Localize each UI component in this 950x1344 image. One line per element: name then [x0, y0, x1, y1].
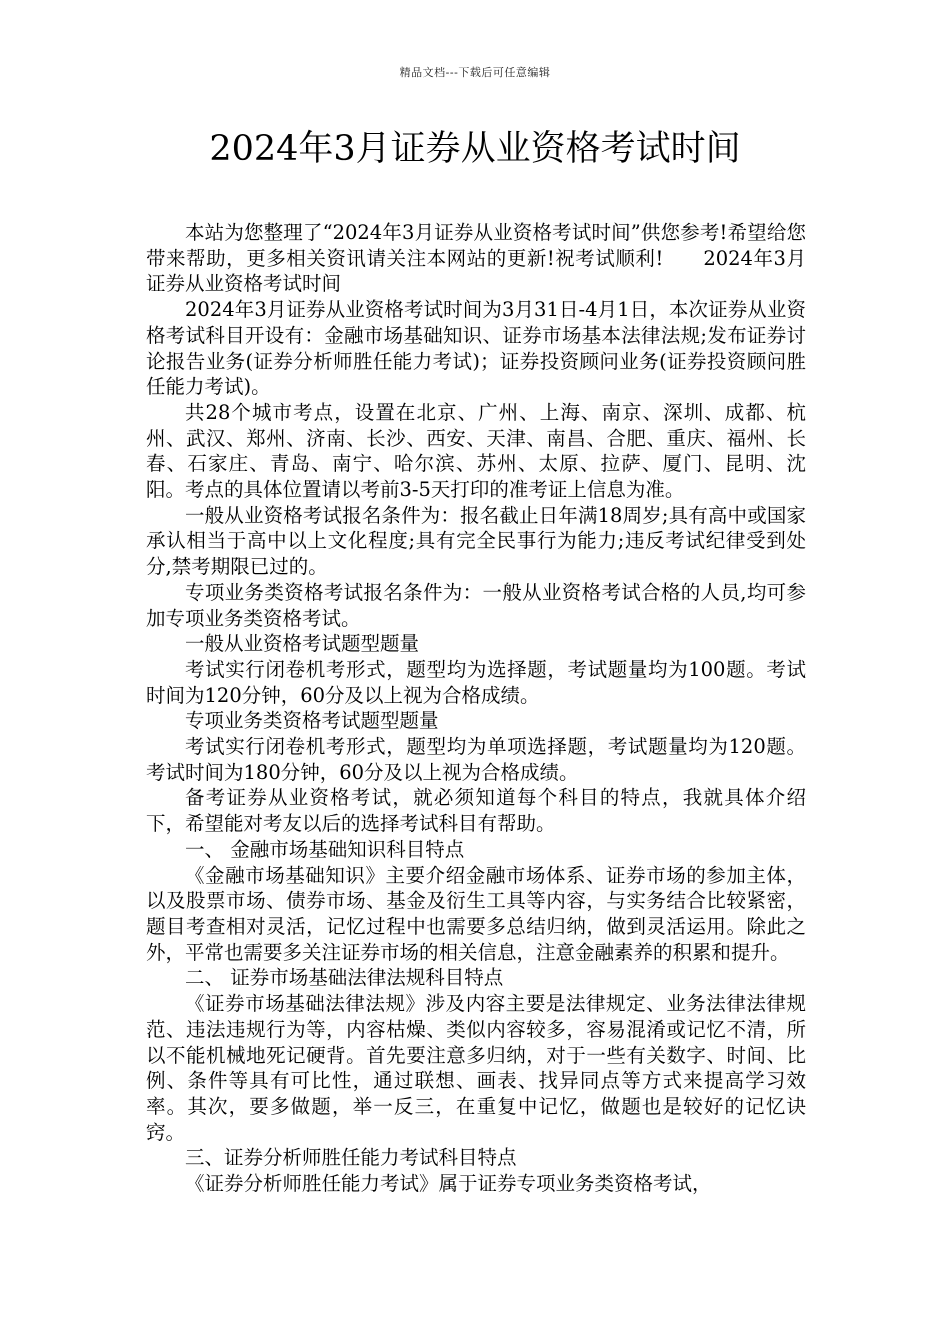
intro-text: 本站为您整理了“2024年3月证券从业资格考试时间”供您参考!希望给您带来帮助，更多相关资讯请关注本网站的更新!祝考试顺利! — [146, 221, 806, 270]
header-note: 精品文档---下载后可任意编辑 — [399, 66, 551, 79]
paragraph-special-conditions: 专项业务类资格考试报名条件为：一般从业资格考试合格的人员,均可参加专项业务类资格考试。 — [146, 580, 806, 630]
paragraph-general-format: 考试实行闭卷机考形式，题型均为选择题，考试题量均为100题。考试时间为120分钟，60分及以上视为合格成绩。 — [146, 657, 806, 707]
intro-title-repeat: 2024年3月证券从业资格考试时间 — [146, 246, 806, 296]
paragraph-subject-3: 《证券分析师胜任能力考试》属于证券专项业务类资格考试， — [185, 1172, 712, 1196]
paragraph-preparation: 备考证券从业资格考试，就必须知道每个科目的特点，我就具体介绍下，希望能对考友以后的选择考试科目有帮助。 — [146, 786, 806, 836]
paragraph-subject-1: 《金融市场基础知识》主要介绍金融市场体系、证券市场的参加主体，以及股票市场、债券市场、基金及衍生工具等内容，与实务结合比较紧密，题目考查相对灵活，记忆过程中也需要多总结归纳，做到灵活运用。除此之外，平常也需要多关注证券市场的相关信息，注意金融素养的积累和提升。 — [146, 863, 806, 964]
heading-subject-2: 二、 证券市场基础法律法规科目特点 — [185, 966, 504, 990]
heading-subject-3: 三、证券分析师胜任能力考试科目特点 — [185, 1146, 517, 1170]
paragraph-special-format: 考试实行闭卷机考形式，题型均为单项选择题，考试题量均为120题。考试时间为180分钟，60分及以上视为合格成绩。 — [146, 735, 806, 784]
heading-special-format: 专项业务类资格考试题型题量 — [185, 709, 439, 733]
document-body — [146, 220, 806, 1197]
heading-subject-1: 一、 金融市场基础知识科目特点 — [185, 837, 465, 861]
document-title: 2024年3月证券从业资格考试时间 — [209, 129, 741, 169]
intro-paragraph — [146, 220, 806, 297]
paragraph-exam-date: 2024年3月证券从业资格考试时间为3月31日-4月1日，本次证券从业资格考试科目开设有：金融市场基础知识、证券市场基本法律法规;发布证券讨论报告业务(证券分析师胜任能力考试)；证券投资顾问业务(证券投资顾问胜任能力考试)。 — [146, 298, 806, 399]
paragraph-general-conditions: 一般从业资格考试报名条件为：报名截止日年满18周岁;具有高中或国家承认相当于高中以上文化程度;具有完全民事行为能力;违反考试纪律受到处分,禁考期限已过的。 — [146, 503, 806, 579]
heading-general-format: 一般从业资格考试题型题量 — [185, 632, 420, 656]
paragraph-subject-2: 《证券市场基础法律法规》涉及内容主要是法律规定、业务法律法律规范、违法违规行为等，内容枯燥、类似内容较多，容易混淆或记忆不清，所以不能机械地死记硬背。首先要注意多归纳，对于一些有关数字、时间、比例、条件等具有可比性，通过联想、画表、找异同点等方式来提高学习效率。其次，要多做题，举一反三，在重复中记忆，做题也是较好的记忆诀窍。 — [146, 992, 806, 1144]
paragraph-exam-cities: 共28个城市考点，设置在北京、广州、上海、南京、深圳、成都、杭州、武汉、郑州、济南、长沙、西安、天津、南昌、合肥、重庆、福州、长春、石家庄、青岛、南宁、哈尔滨、苏州、太原、拉萨、厦门、昆明、沈阳。考点的具体位置请以考前3-5天打印的准考证上信息为准。 — [146, 400, 806, 502]
